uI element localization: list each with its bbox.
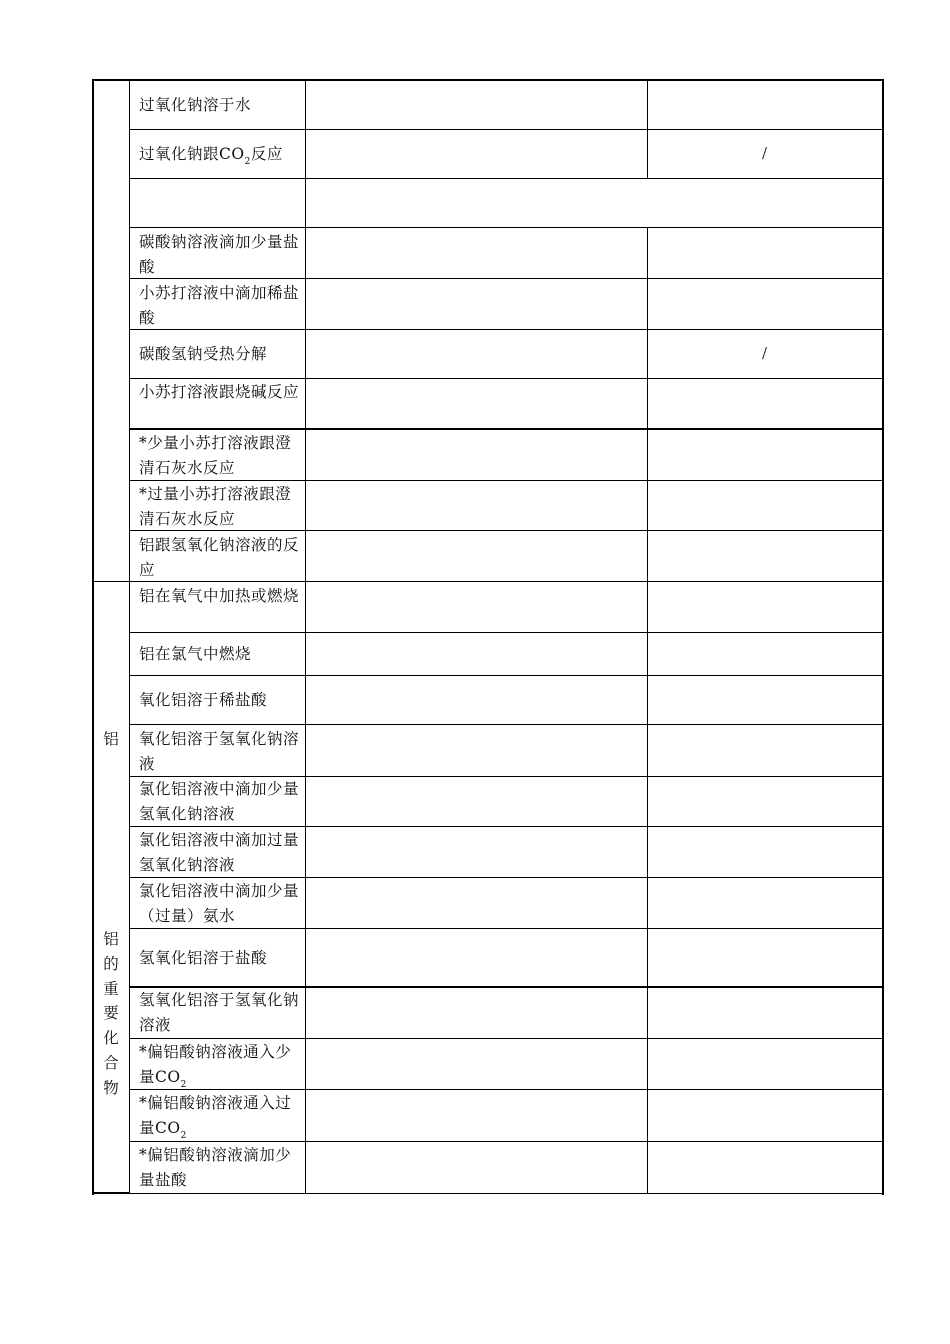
reaction-label: 氧化铝溶于氢氧化钠溶液 — [139, 730, 300, 773]
section-label-char: 铝 — [103, 930, 119, 948]
row-divider — [129, 227, 884, 228]
row-divider — [129, 178, 884, 179]
section-label-char: 重 — [103, 979, 119, 998]
reaction-label: 小苏打溶液跟烧碱反应 — [139, 383, 300, 401]
reaction-label: 小苏打溶液中滴加稀盐酸 — [139, 284, 300, 327]
table-border-left — [92, 79, 94, 1195]
reaction-label: 氢氧化铝溶于氢氧化钠溶液 — [139, 991, 300, 1034]
column-divider-3-lower — [647, 228, 648, 1194]
reaction-label: *偏铝酸钠溶液通入少量$CO_2$ — [139, 1043, 292, 1090]
reaction-label: 氧化铝溶于稀盐酸 — [139, 691, 268, 709]
reaction-label: 碳酸钠溶液滴加少量盐酸 — [139, 233, 300, 276]
row-divider — [129, 724, 884, 725]
reaction-label: *过量小苏打溶液跟澄清石灰水反应 — [139, 485, 292, 528]
table-border-bottom — [129, 1193, 884, 1194]
reaction-label: 氯化铝溶液中滴加少量氢氧化钠溶液 — [139, 780, 300, 823]
not-applicable-mark: / — [762, 344, 768, 362]
column-divider-2 — [305, 79, 306, 1194]
reaction-label: *少量小苏打溶液跟澄清石灰水反应 — [139, 434, 292, 477]
section-label-char: 物 — [103, 1078, 119, 1097]
reaction-label: 铝跟氢氧化钠溶液的反应 — [139, 536, 300, 579]
reaction-label: 氢氧化铝溶于盐酸 — [139, 949, 268, 967]
section-label-char: 化 — [103, 1029, 119, 1048]
section-label-char: 合 — [103, 1053, 119, 1072]
section-label-aluminum-compounds — [101, 927, 121, 1101]
reaction-label: 铝在氯气中燃烧 — [139, 645, 252, 663]
section-label-char: 要 — [103, 1004, 119, 1023]
table-border-top — [92, 79, 884, 81]
reaction-label: *偏铝酸钠溶液通入过量$CO_2$ — [139, 1094, 292, 1141]
row-divider-thick — [129, 428, 884, 430]
reaction-label: 过氧化钠溶于水 — [139, 96, 252, 114]
reaction-label: 铝在氧气中加热或燃烧 — [139, 587, 300, 605]
row-divider — [129, 378, 884, 379]
reaction-label: 过氧化钠跟$CO_2$反应 — [139, 145, 283, 167]
row-divider — [129, 129, 884, 130]
row-divider — [129, 675, 884, 676]
reaction-label: *偏铝酸钠溶液滴加少量盐酸 — [139, 1146, 292, 1189]
column-divider-1 — [129, 79, 130, 1194]
section-label-text: 铝 — [103, 730, 119, 748]
table-border-right — [882, 79, 884, 1195]
row-divider — [129, 1038, 884, 1039]
not-applicable-mark: / — [762, 144, 768, 162]
section-label-char: 的 — [103, 954, 119, 973]
row-divider — [129, 632, 884, 633]
reaction-label: 氯化铝溶液中滴加少量（过量）氨水 — [139, 882, 300, 925]
table-border-bottom-left — [92, 1192, 129, 1194]
section-label-aluminum — [101, 727, 121, 752]
reaction-label: 碳酸氢钠受热分解 — [139, 345, 268, 363]
reaction-label: 氯化铝溶液中滴加过量氢氧化钠溶液 — [139, 831, 300, 874]
